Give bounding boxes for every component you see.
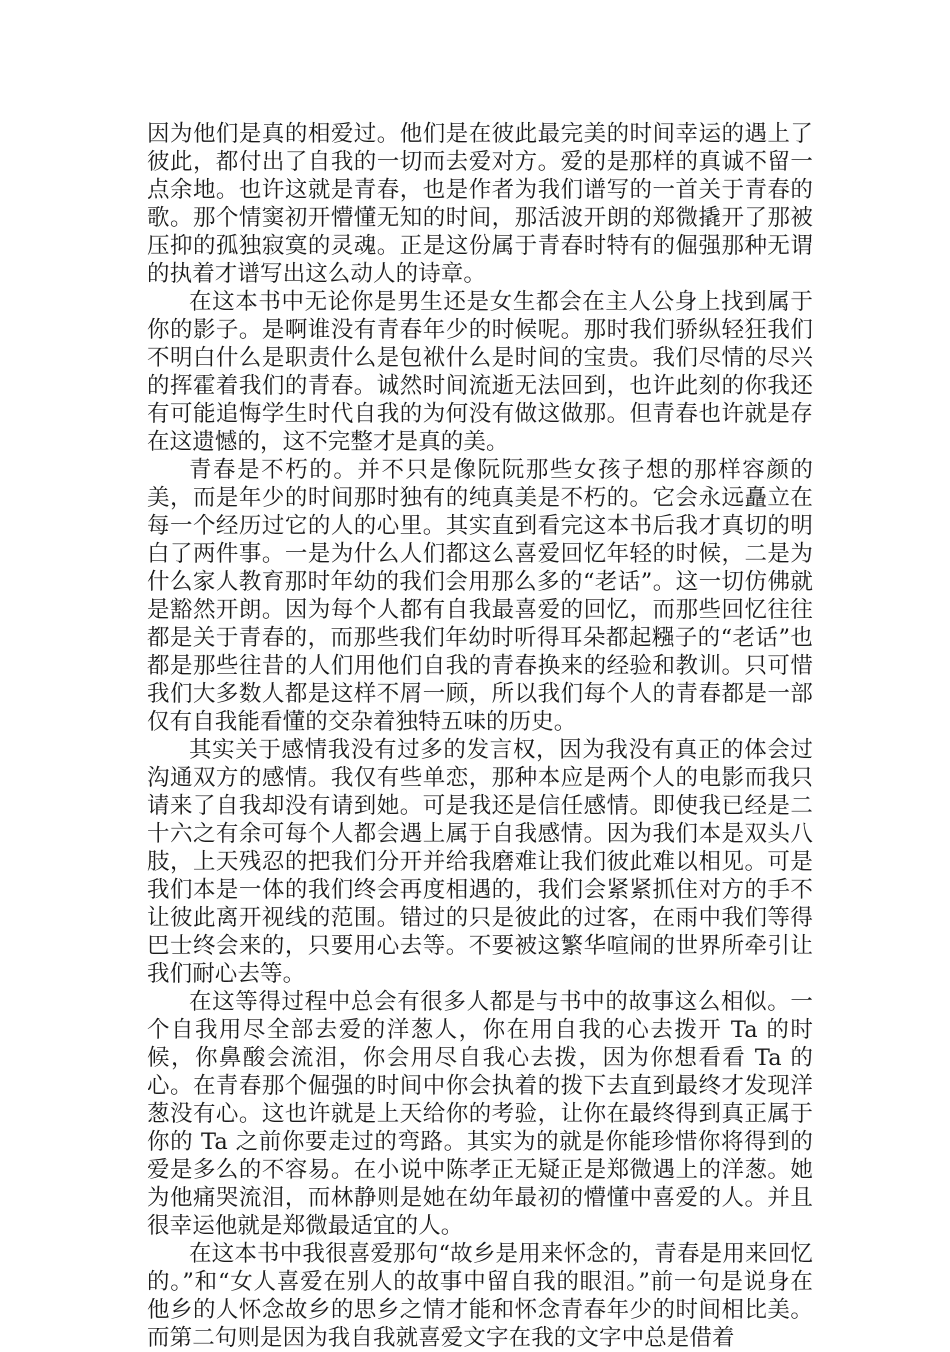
document-body bbox=[147, 120, 813, 1352]
paragraph-6: 在这本书中我很喜爱那句“故乡是用来怀念的，青春是用来回忆的。”和“女人喜爱在别人的故事中留自我的眼泪。”前一句是说身在他乡的人怀念故乡的思乡之情才能和怀念青春年少的时间相比美。而第二句则是因为我自我就喜爱文字在我的文字中总是借着 bbox=[147, 1241, 813, 1351]
paragraph-5: 在这等得过程中总会有很多人都是与书中的故事这么相似。一个自我用尽全部去爱的洋葱人，你在用自我的心去拨开 Ta 的时候，你鼻酸会流泪，你会用尽自我心去拨，因为你想看看 Ta 的心。在青春那个倔强的时间中你会执着的拨下去直到最终才发现洋葱没有心。这也许就是上天给你的考验，让你在最终得到真正属于你的 Ta 之前你要走过的弯路。其实为的就是你能珍惜你将得到的爱是多么的不容易。在小说中陈孝正无疑正是郑微遇上的洋葱。她为他痛哭流泪，而林静则是她在幼年最初的懵懂中喜爱的人。并且很幸运他就是郑微最适宜的人。 bbox=[147, 989, 813, 1239]
paragraph-3: 青春是不朽的。并不只是像阮阮那些女孩子想的那样容颜的美，而是年少的时间那时独有的纯真美是不朽的。它会永远矗立在每一个经历过它的人的心里。其实直到看完这本书后我才真切的明白了两件事。一是为什么人们都这么喜爱回忆年轻的时候，二是为什么家人教育那时年幼的我们会用那么多的“老话”。这一切仿佛就是豁然开朗。因为每个人都有自我最喜爱的回忆，而那些回忆往往都是关于青春的，而那些我们年幼时听得耳朵都起糨子的“老话”也都是那些往昔的人们用他们自我的青春换来的经验和教训。只可惜我们大多数人都是这样不屑一顾，所以我们每个人的青春都是一部仅有自我能看懂的交杂着独特五味的历史。 bbox=[147, 457, 813, 735]
paragraph-4: 其实关于感情我没有过多的发言权，因为我没有真正的体会过沟通双方的感情。我仅有些单恋，那种本应是两个人的电影而我只请来了自我却没有请到她。可是我还是信任感情。即使我已经是二十六之有余可每个人都会遇上属于自我感情。因为我们本是双头八肢，上天残忍的把我们分开并给我磨难让我们彼此难以相见。可是我们本是一体的我们终会再度相遇的，我们会紧紧抓住对方的手不让彼此离开视线的范围。错过的只是彼此的过客，在雨中我们等得巴士终会来的，只要用心去等。不要被这繁华喧闹的世界所牵引让我们耐心去等。 bbox=[147, 737, 813, 987]
paragraph-1: 因为他们是真的相爱过。他们是在彼此最完美的时间幸运的遇上了彼此，都付出了自我的一切而去爱对方。爱的是那样的真诚不留一点余地。也许这就是青春，也是作者为我们谱写的一首关于青春的歌。那个情窦初开懵懂无知的时间，那活波开朗的郑微撬开了那被压抑的孤独寂寞的灵魂。正是这份属于青春时特有的倔强那种无谓的执着才谱写出这么动人的诗章。 bbox=[147, 121, 813, 287]
paragraph-2: 在这本书中无论你是男生还是女生都会在主人公身上找到属于你的影子。是啊谁没有青春年少的时候呢。那时我们骄纵轻狂我们不明白什么是职责什么是包袱什么是时间的宝贵。我们尽情的尽兴的挥霍着我们的青春。诚然时间流逝无法回到，也许此刻的你我还有可能追悔学生时代自我的为何没有做这做那。但青春也许就是存在这遗憾的，这不完整才是真的美。 bbox=[147, 289, 813, 455]
